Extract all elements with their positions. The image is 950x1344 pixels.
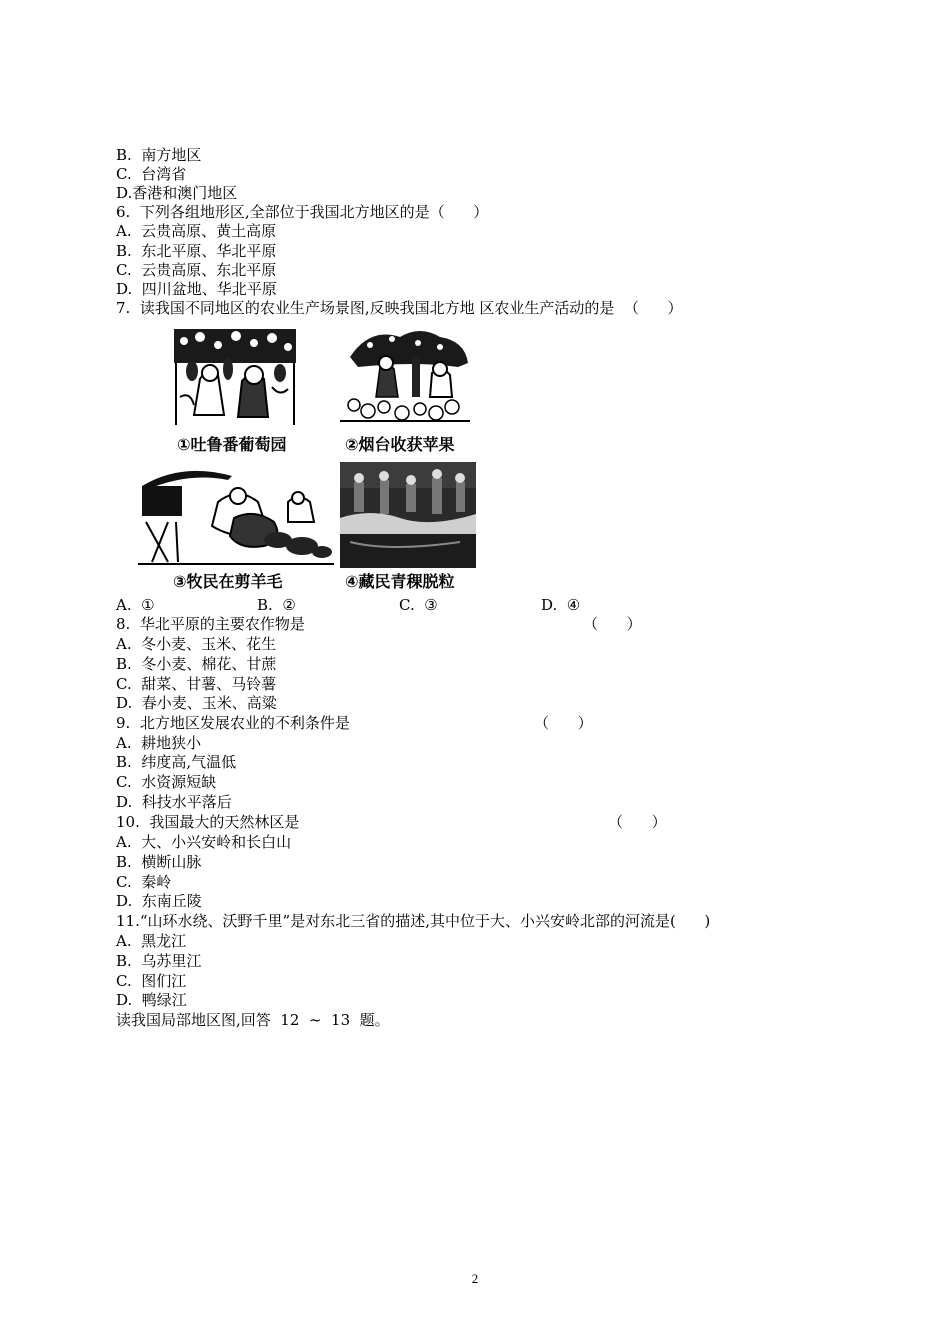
question-7-option-b: B. ②	[257, 596, 296, 614]
question-7-option-d: D. ④	[541, 596, 581, 614]
barley-threshing-photo	[340, 462, 476, 568]
vineyard-illustration	[172, 327, 298, 427]
question-7-option-c: C. ③	[399, 596, 438, 614]
figure-caption-2: ②烟台收获苹果	[345, 435, 455, 454]
figure-caption-1: ①吐鲁番葡萄园	[177, 435, 287, 454]
question-8-option-c: C. 甜菜、甘薯、马铃薯	[116, 675, 277, 693]
question-8: 8. 华北平原的主要农作物是	[116, 615, 305, 633]
question-9-option-d: D. 科技水平落后	[116, 793, 232, 811]
question-7-option-a: A. ①	[116, 596, 155, 614]
question-8-answer-paren: （ ）	[583, 615, 642, 633]
question-10-option-d: D. 东南丘陵	[116, 892, 202, 910]
option-b-southern-region: B. 南方地区	[116, 146, 202, 164]
question-11-option-d: D. 鸭绿江	[116, 991, 187, 1009]
question-8-option-b: B. 冬小麦、棉花、甘蔗	[116, 655, 277, 673]
question-8-option-a: A. 冬小麦、玉米、花生	[116, 635, 277, 653]
question-6-option-d: D. 四川盆地、华北平原	[116, 280, 277, 298]
question-10-answer-paren: （ ）	[608, 813, 667, 831]
question-11: 11.“山环水绕、沃野千里”是对东北三省的描述,其中位于大、小兴安岭北部的河流是( )	[116, 912, 711, 930]
question-11-option-b: B. 乌苏里江	[116, 952, 202, 970]
question-8-option-d: D. 春小麦、玉米、高粱	[116, 694, 277, 712]
option-c-taiwan: C. 台湾省	[116, 165, 187, 183]
question-10-option-b: B. 横断山脉	[116, 853, 202, 871]
map-reading-instruction: 读我国局部地区图,回答 12 ~ 13 题。	[116, 1011, 390, 1029]
question-7: 7. 读我国不同地区的农业生产场景图,反映我国北方地 区农业生产活动的是 （ ）	[116, 299, 683, 317]
question-11-option-c: C. 图们江	[116, 972, 187, 990]
question-9: 9. 北方地区发展农业的不利条件是	[116, 714, 350, 732]
figure-caption-4: ④藏民青稞脱粒	[345, 572, 455, 591]
question-11-option-a: A. 黑龙江	[116, 932, 187, 950]
figure-caption-3: ③牧民在剪羊毛	[173, 572, 283, 591]
page-number: 2	[471, 1271, 479, 1286]
question-6: 6. 下列各组地形区,全部位于我国北方地区的是（ ）	[116, 203, 489, 221]
question-9-option-b: B. 纬度高,气温低	[116, 753, 237, 771]
question-9-option-c: C. 水资源短缺	[116, 773, 217, 791]
question-10: 10. 我国最大的天然林区是	[116, 813, 300, 831]
question-9-option-a: A. 耕地狭小	[116, 734, 202, 752]
question-6-option-a: A. 云贵高原、黄土高原	[116, 222, 277, 240]
question-10-option-a: A. 大、小兴安岭和长白山	[116, 833, 292, 851]
apple-harvest-illustration	[340, 327, 470, 427]
question-9-answer-paren: （ ）	[534, 714, 593, 732]
question-6-option-c: C. 云贵高原、东北平原	[116, 261, 277, 279]
question-6-option-b: B. 东北平原、华北平原	[116, 242, 277, 260]
question-10-option-c: C. 秦岭	[116, 873, 172, 891]
sheep-shearing-illustration	[138, 462, 334, 568]
option-d-hongkong-macau: D.香港和澳门地区	[116, 184, 238, 202]
